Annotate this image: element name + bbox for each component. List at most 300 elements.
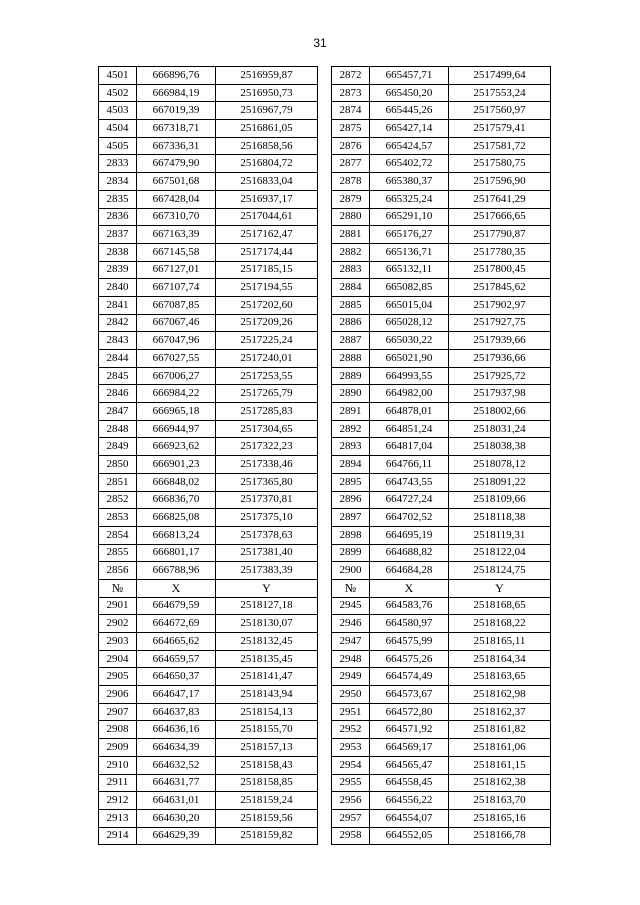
point-number-cell: 2876 bbox=[332, 137, 370, 155]
table-row bbox=[99, 173, 551, 191]
column-gap bbox=[318, 226, 332, 244]
y-coordinate-cell: 2518141,47 bbox=[216, 668, 318, 686]
point-number-cell: 2958 bbox=[332, 827, 370, 845]
y-coordinate-cell: 2517936,66 bbox=[449, 350, 551, 368]
x-coordinate-cell: 666836,70 bbox=[137, 491, 216, 509]
x-coordinate-cell: 664631,77 bbox=[137, 774, 216, 792]
y-coordinate-cell: 2517579,41 bbox=[449, 120, 551, 138]
point-number-cell: 2886 bbox=[332, 314, 370, 332]
table-row bbox=[99, 296, 551, 314]
x-coordinate-cell: 664993,55 bbox=[370, 367, 449, 385]
y-coordinate-cell: 2517202,60 bbox=[216, 296, 318, 314]
y-coordinate-cell: 2518161,15 bbox=[449, 756, 551, 774]
column-gap bbox=[318, 403, 332, 421]
table-row bbox=[99, 792, 551, 810]
point-number-cell: 2948 bbox=[332, 650, 370, 668]
table-row bbox=[99, 650, 551, 668]
x-coordinate-cell: 667428,04 bbox=[137, 190, 216, 208]
number-header: № bbox=[99, 579, 137, 597]
point-number-cell: 2897 bbox=[332, 509, 370, 527]
point-number-cell: 2887 bbox=[332, 332, 370, 350]
y-coordinate-cell: 2517499,64 bbox=[449, 67, 551, 85]
point-number-cell: 2849 bbox=[99, 438, 137, 456]
column-gap bbox=[318, 615, 332, 633]
x-coordinate-cell: 666965,18 bbox=[137, 403, 216, 421]
table-row bbox=[99, 491, 551, 509]
column-gap bbox=[318, 526, 332, 544]
column-gap bbox=[318, 261, 332, 279]
x-coordinate-cell: 666923,62 bbox=[137, 438, 216, 456]
y-coordinate-cell: 2517383,39 bbox=[216, 562, 318, 580]
point-number-cell: 2908 bbox=[99, 721, 137, 739]
point-number-cell: 2896 bbox=[332, 491, 370, 509]
table-row bbox=[99, 774, 551, 792]
y-coordinate-cell: 2518162,38 bbox=[449, 774, 551, 792]
y-coordinate-cell: 2518124,75 bbox=[449, 562, 551, 580]
table-row bbox=[99, 526, 551, 544]
point-number-cell: 2952 bbox=[332, 721, 370, 739]
point-number-cell: 2909 bbox=[99, 739, 137, 757]
y-coordinate-cell: 2517240,01 bbox=[216, 350, 318, 368]
x-coordinate-cell: 665136,71 bbox=[370, 243, 449, 261]
point-number-cell: 2845 bbox=[99, 367, 137, 385]
point-number-cell: 2906 bbox=[99, 686, 137, 704]
point-number-cell: 2833 bbox=[99, 155, 137, 173]
x-coordinate-cell: 666944,97 bbox=[137, 420, 216, 438]
point-number-cell: 2872 bbox=[332, 67, 370, 85]
column-gap bbox=[318, 473, 332, 491]
x-coordinate-cell: 666896,76 bbox=[137, 67, 216, 85]
y-coordinate-cell: 2518038,38 bbox=[449, 438, 551, 456]
y-coordinate-cell: 2517174,44 bbox=[216, 243, 318, 261]
y-coordinate-cell: 2518166,78 bbox=[449, 827, 551, 845]
point-number-cell: 2878 bbox=[332, 173, 370, 191]
x-coordinate-cell: 664679,59 bbox=[137, 597, 216, 615]
y-coordinate-cell: 2516950,73 bbox=[216, 84, 318, 102]
x-coordinate-cell: 666825,08 bbox=[137, 509, 216, 527]
x-coordinate-cell: 666901,23 bbox=[137, 456, 216, 474]
y-coordinate-cell: 2517581,72 bbox=[449, 137, 551, 155]
point-number-cell: 2907 bbox=[99, 703, 137, 721]
y-coordinate-cell: 2518122,04 bbox=[449, 544, 551, 562]
column-gap bbox=[318, 792, 332, 810]
coordinates-table bbox=[98, 66, 551, 845]
x-coordinate-cell: 664552,05 bbox=[370, 827, 449, 845]
point-number-cell: 2881 bbox=[332, 226, 370, 244]
table-row bbox=[99, 633, 551, 651]
point-number-cell: 2888 bbox=[332, 350, 370, 368]
x-coordinate-cell: 664684,28 bbox=[370, 562, 449, 580]
x-coordinate-cell: 665457,71 bbox=[370, 67, 449, 85]
x-coordinate-cell: 667107,74 bbox=[137, 279, 216, 297]
y-coordinate-cell: 2517375,10 bbox=[216, 509, 318, 527]
point-number-cell: 2947 bbox=[332, 633, 370, 651]
y-coordinate-cell: 2517209,26 bbox=[216, 314, 318, 332]
x-coordinate-cell: 664575,26 bbox=[370, 650, 449, 668]
x-coordinate-cell: 664650,37 bbox=[137, 668, 216, 686]
column-gap bbox=[318, 155, 332, 173]
column-gap bbox=[318, 579, 332, 597]
y-coordinate-cell: 2517365,80 bbox=[216, 473, 318, 491]
column-gap bbox=[318, 633, 332, 651]
y-coordinate-cell: 2517666,65 bbox=[449, 208, 551, 226]
point-number-cell: 2910 bbox=[99, 756, 137, 774]
table-row bbox=[99, 190, 551, 208]
x-coordinate-cell: 667479,90 bbox=[137, 155, 216, 173]
y-coordinate-cell: 2518154,13 bbox=[216, 703, 318, 721]
y-coordinate-cell: 2517790,87 bbox=[449, 226, 551, 244]
table-row bbox=[99, 102, 551, 120]
column-gap bbox=[318, 332, 332, 350]
y-coordinate-cell: 2517304,65 bbox=[216, 420, 318, 438]
x-coordinate-cell: 667318,71 bbox=[137, 120, 216, 138]
point-number-cell: 2946 bbox=[332, 615, 370, 633]
table-row bbox=[99, 261, 551, 279]
y-coordinate-cell: 2518078,12 bbox=[449, 456, 551, 474]
point-number-cell: 2835 bbox=[99, 190, 137, 208]
x-coordinate-cell: 664630,20 bbox=[137, 809, 216, 827]
x-coordinate-cell: 667019,39 bbox=[137, 102, 216, 120]
point-number-cell: 2875 bbox=[332, 120, 370, 138]
x-coordinate-cell: 664672,69 bbox=[137, 615, 216, 633]
point-number-cell: 2957 bbox=[332, 809, 370, 827]
table-row bbox=[99, 438, 551, 456]
x-coordinate-cell: 664575,99 bbox=[370, 633, 449, 651]
x-coordinate-cell: 664554,07 bbox=[370, 809, 449, 827]
x-coordinate-cell: 664982,00 bbox=[370, 385, 449, 403]
point-number-cell: 2953 bbox=[332, 739, 370, 757]
table-row bbox=[99, 809, 551, 827]
column-gap bbox=[318, 438, 332, 456]
table-row bbox=[99, 120, 551, 138]
x-coordinate-cell: 664636,16 bbox=[137, 721, 216, 739]
y-coordinate-cell: 2516804,72 bbox=[216, 155, 318, 173]
point-number-cell: 2913 bbox=[99, 809, 137, 827]
column-gap bbox=[318, 774, 332, 792]
x-coordinate-cell: 665427,14 bbox=[370, 120, 449, 138]
y-coordinate-cell: 2518161,06 bbox=[449, 739, 551, 757]
column-gap bbox=[318, 650, 332, 668]
y-coordinate-cell: 2517580,75 bbox=[449, 155, 551, 173]
point-number-cell: 2892 bbox=[332, 420, 370, 438]
table-row bbox=[99, 597, 551, 615]
x-coordinate-cell: 665402,72 bbox=[370, 155, 449, 173]
x-coordinate-cell: 666984,22 bbox=[137, 385, 216, 403]
y-coordinate-cell: 2517338,46 bbox=[216, 456, 318, 474]
table-row bbox=[99, 562, 551, 580]
point-number-cell: 2885 bbox=[332, 296, 370, 314]
x-coordinate-cell: 664632,52 bbox=[137, 756, 216, 774]
y-coordinate-cell: 2517939,66 bbox=[449, 332, 551, 350]
y-coordinate-cell: 2518159,56 bbox=[216, 809, 318, 827]
x-coordinate-cell: 664637,83 bbox=[137, 703, 216, 721]
point-number-cell: 2893 bbox=[332, 438, 370, 456]
y-coordinate-cell: 2518031,24 bbox=[449, 420, 551, 438]
y-coordinate-cell: 2518162,98 bbox=[449, 686, 551, 704]
point-number-cell: 2873 bbox=[332, 84, 370, 102]
x-coordinate-cell: 667336,31 bbox=[137, 137, 216, 155]
y-coordinate-cell: 2518168,22 bbox=[449, 615, 551, 633]
y-coordinate-cell: 2516861,05 bbox=[216, 120, 318, 138]
y-coordinate-cell: 2517927,75 bbox=[449, 314, 551, 332]
x-coordinate-cell: 664702,52 bbox=[370, 509, 449, 527]
y-coordinate-cell: 2518091,22 bbox=[449, 473, 551, 491]
x-coordinate-cell: 664631,01 bbox=[137, 792, 216, 810]
column-gap bbox=[318, 84, 332, 102]
y-coordinate-cell: 2518159,82 bbox=[216, 827, 318, 845]
y-coordinate-cell: 2517596,90 bbox=[449, 173, 551, 191]
point-number-cell: 2895 bbox=[332, 473, 370, 491]
y-coordinate-cell: 2518162,37 bbox=[449, 703, 551, 721]
table-row bbox=[99, 137, 551, 155]
point-number-cell: 2851 bbox=[99, 473, 137, 491]
point-number-cell: 2911 bbox=[99, 774, 137, 792]
table-row bbox=[99, 226, 551, 244]
y-coordinate-cell: 2517560,97 bbox=[449, 102, 551, 120]
y-coordinate-cell: 2517265,79 bbox=[216, 385, 318, 403]
point-number-cell: 2898 bbox=[332, 526, 370, 544]
x-coordinate-cell: 666984,19 bbox=[137, 84, 216, 102]
x-coordinate-cell: 665021,90 bbox=[370, 350, 449, 368]
x-coordinate-cell: 664565,47 bbox=[370, 756, 449, 774]
x-coordinate-cell: 665450,20 bbox=[370, 84, 449, 102]
y-coordinate-cell: 2518109,66 bbox=[449, 491, 551, 509]
y-coordinate-cell: 2517780,35 bbox=[449, 243, 551, 261]
point-number-cell: 2904 bbox=[99, 650, 137, 668]
x-coordinate-cell: 664743,55 bbox=[370, 473, 449, 491]
x-coordinate-cell: 667145,58 bbox=[137, 243, 216, 261]
y-coordinate-cell: 2518135,45 bbox=[216, 650, 318, 668]
y-coordinate-cell: 2518165,16 bbox=[449, 809, 551, 827]
y-coordinate-cell: 2517162,47 bbox=[216, 226, 318, 244]
x-coordinate-cell: 665380,37 bbox=[370, 173, 449, 191]
point-number-cell: 2880 bbox=[332, 208, 370, 226]
table-row bbox=[99, 367, 551, 385]
x-coordinate-cell: 664580,97 bbox=[370, 615, 449, 633]
y-coordinate-cell: 2516959,87 bbox=[216, 67, 318, 85]
y-coordinate-cell: 2517553,24 bbox=[449, 84, 551, 102]
point-number-cell: 2839 bbox=[99, 261, 137, 279]
x-coordinate-cell: 664569,17 bbox=[370, 739, 449, 757]
x-coordinate-cell: 664688,82 bbox=[370, 544, 449, 562]
table-row bbox=[99, 615, 551, 633]
column-gap bbox=[318, 739, 332, 757]
x-coordinate-cell: 664572,80 bbox=[370, 703, 449, 721]
y-coordinate-cell: 2518119,31 bbox=[449, 526, 551, 544]
point-number-cell: 2912 bbox=[99, 792, 137, 810]
column-gap bbox=[318, 279, 332, 297]
y-coordinate-cell: 2518132,45 bbox=[216, 633, 318, 651]
y-coordinate-cell: 2517044,61 bbox=[216, 208, 318, 226]
number-header: № bbox=[332, 579, 370, 597]
y-coordinate-cell: 2517285,83 bbox=[216, 403, 318, 421]
point-number-cell: 2853 bbox=[99, 509, 137, 527]
x-coordinate-cell: 664574,49 bbox=[370, 668, 449, 686]
y-coordinate-cell: 2518127,18 bbox=[216, 597, 318, 615]
y-coordinate-cell: 2518158,85 bbox=[216, 774, 318, 792]
table-row bbox=[99, 279, 551, 297]
column-gap bbox=[318, 190, 332, 208]
y-coordinate-cell: 2517370,81 bbox=[216, 491, 318, 509]
x-coordinate-cell: 666813,24 bbox=[137, 526, 216, 544]
y-header: Y bbox=[449, 579, 551, 597]
x-coordinate-cell: 667310,70 bbox=[137, 208, 216, 226]
point-number-cell: 2834 bbox=[99, 173, 137, 191]
point-number-cell: 4505 bbox=[99, 137, 137, 155]
y-coordinate-cell: 2518165,11 bbox=[449, 633, 551, 651]
y-coordinate-cell: 2517378,63 bbox=[216, 526, 318, 544]
y-coordinate-cell: 2517902,97 bbox=[449, 296, 551, 314]
table-row bbox=[99, 756, 551, 774]
x-coordinate-cell: 667027,55 bbox=[137, 350, 216, 368]
point-number-cell: 2894 bbox=[332, 456, 370, 474]
y-coordinate-cell: 2517225,24 bbox=[216, 332, 318, 350]
x-coordinate-cell: 664695,19 bbox=[370, 526, 449, 544]
point-number-cell: 2874 bbox=[332, 102, 370, 120]
y-coordinate-cell: 2518002,66 bbox=[449, 403, 551, 421]
table-row bbox=[99, 243, 551, 261]
column-gap bbox=[318, 809, 332, 827]
column-gap bbox=[318, 296, 332, 314]
x-coordinate-cell: 667006,27 bbox=[137, 367, 216, 385]
y-coordinate-cell: 2518163,65 bbox=[449, 668, 551, 686]
point-number-cell: 2949 bbox=[332, 668, 370, 686]
x-coordinate-cell: 664647,17 bbox=[137, 686, 216, 704]
point-number-cell: 2956 bbox=[332, 792, 370, 810]
table-row bbox=[99, 420, 551, 438]
x-coordinate-cell: 664878,01 bbox=[370, 403, 449, 421]
x-coordinate-cell: 665424,57 bbox=[370, 137, 449, 155]
y-coordinate-cell: 2516858,56 bbox=[216, 137, 318, 155]
point-number-cell: 2854 bbox=[99, 526, 137, 544]
table-row bbox=[99, 332, 551, 350]
table-row bbox=[99, 721, 551, 739]
point-number-cell: 2951 bbox=[332, 703, 370, 721]
x-coordinate-cell: 664583,76 bbox=[370, 597, 449, 615]
x-coordinate-cell: 666788,96 bbox=[137, 562, 216, 580]
x-coordinate-cell: 664766,11 bbox=[370, 456, 449, 474]
table-row bbox=[99, 385, 551, 403]
column-gap bbox=[318, 703, 332, 721]
point-number-cell: 2901 bbox=[99, 597, 137, 615]
y-coordinate-cell: 2518143,94 bbox=[216, 686, 318, 704]
point-number-cell: 2882 bbox=[332, 243, 370, 261]
table-row bbox=[99, 703, 551, 721]
x-coordinate-cell: 664556,22 bbox=[370, 792, 449, 810]
x-coordinate-cell: 664634,39 bbox=[137, 739, 216, 757]
y-coordinate-cell: 2516833,04 bbox=[216, 173, 318, 191]
point-number-cell: 2855 bbox=[99, 544, 137, 562]
column-gap bbox=[318, 756, 332, 774]
x-coordinate-cell: 667501,68 bbox=[137, 173, 216, 191]
x-coordinate-cell: 665176,27 bbox=[370, 226, 449, 244]
table-row bbox=[99, 67, 551, 85]
table-row bbox=[99, 686, 551, 704]
point-number-cell: 2914 bbox=[99, 827, 137, 845]
x-coordinate-cell: 667087,85 bbox=[137, 296, 216, 314]
point-number-cell: 2891 bbox=[332, 403, 370, 421]
x-coordinate-cell: 666848,02 bbox=[137, 473, 216, 491]
column-gap bbox=[318, 544, 332, 562]
column-gap bbox=[318, 509, 332, 527]
table-row bbox=[99, 84, 551, 102]
x-coordinate-cell: 665325,24 bbox=[370, 190, 449, 208]
column-gap bbox=[318, 243, 332, 261]
x-coordinate-cell: 665291,10 bbox=[370, 208, 449, 226]
table-row bbox=[99, 314, 551, 332]
page-number: 31 bbox=[313, 36, 327, 50]
y-coordinate-cell: 2517322,23 bbox=[216, 438, 318, 456]
point-number-cell: 4501 bbox=[99, 67, 137, 85]
x-coordinate-cell: 664659,57 bbox=[137, 650, 216, 668]
y-coordinate-cell: 2518158,43 bbox=[216, 756, 318, 774]
x-coordinate-cell: 666801,17 bbox=[137, 544, 216, 562]
x-coordinate-cell: 665030,22 bbox=[370, 332, 449, 350]
table-row bbox=[99, 827, 551, 845]
point-number-cell: 2846 bbox=[99, 385, 137, 403]
point-number-cell: 2900 bbox=[332, 562, 370, 580]
point-number-cell: 2843 bbox=[99, 332, 137, 350]
x-coordinate-cell: 665028,12 bbox=[370, 314, 449, 332]
table-row bbox=[99, 544, 551, 562]
table-row bbox=[99, 473, 551, 491]
column-gap bbox=[318, 314, 332, 332]
point-number-cell: 2883 bbox=[332, 261, 370, 279]
x-coordinate-cell: 665082,85 bbox=[370, 279, 449, 297]
x-coordinate-cell: 665132,11 bbox=[370, 261, 449, 279]
point-number-cell: 4503 bbox=[99, 102, 137, 120]
point-number-cell: 2903 bbox=[99, 633, 137, 651]
column-gap bbox=[318, 456, 332, 474]
column-gap bbox=[318, 385, 332, 403]
x-header: X bbox=[370, 579, 449, 597]
point-number-cell: 2847 bbox=[99, 403, 137, 421]
point-number-cell: 2842 bbox=[99, 314, 137, 332]
point-number-cell: 2899 bbox=[332, 544, 370, 562]
column-gap bbox=[318, 137, 332, 155]
point-number-cell: 2955 bbox=[332, 774, 370, 792]
table-row bbox=[99, 350, 551, 368]
column-gap bbox=[318, 827, 332, 845]
point-number-cell: 2877 bbox=[332, 155, 370, 173]
point-number-cell: 2837 bbox=[99, 226, 137, 244]
point-number-cell: 2902 bbox=[99, 615, 137, 633]
point-number-cell: 2836 bbox=[99, 208, 137, 226]
point-number-cell: 4502 bbox=[99, 84, 137, 102]
x-coordinate-cell: 664665,62 bbox=[137, 633, 216, 651]
point-number-cell: 2838 bbox=[99, 243, 137, 261]
column-gap bbox=[318, 420, 332, 438]
point-number-cell: 2945 bbox=[332, 597, 370, 615]
point-number-cell: 2856 bbox=[99, 562, 137, 580]
point-number-cell: 2844 bbox=[99, 350, 137, 368]
x-coordinate-cell: 667047,96 bbox=[137, 332, 216, 350]
y-coordinate-cell: 2517381,40 bbox=[216, 544, 318, 562]
point-number-cell: 2850 bbox=[99, 456, 137, 474]
y-header: Y bbox=[216, 579, 318, 597]
y-coordinate-cell: 2517800,45 bbox=[449, 261, 551, 279]
y-coordinate-cell: 2518130,07 bbox=[216, 615, 318, 633]
point-number-cell: 2890 bbox=[332, 385, 370, 403]
point-number-cell: 2889 bbox=[332, 367, 370, 385]
y-coordinate-cell: 2517845,62 bbox=[449, 279, 551, 297]
y-coordinate-cell: 2517194,55 bbox=[216, 279, 318, 297]
column-gap bbox=[318, 668, 332, 686]
table-row bbox=[99, 509, 551, 527]
point-number-cell: 2954 bbox=[332, 756, 370, 774]
x-coordinate-cell: 667067,46 bbox=[137, 314, 216, 332]
x-header: X bbox=[137, 579, 216, 597]
